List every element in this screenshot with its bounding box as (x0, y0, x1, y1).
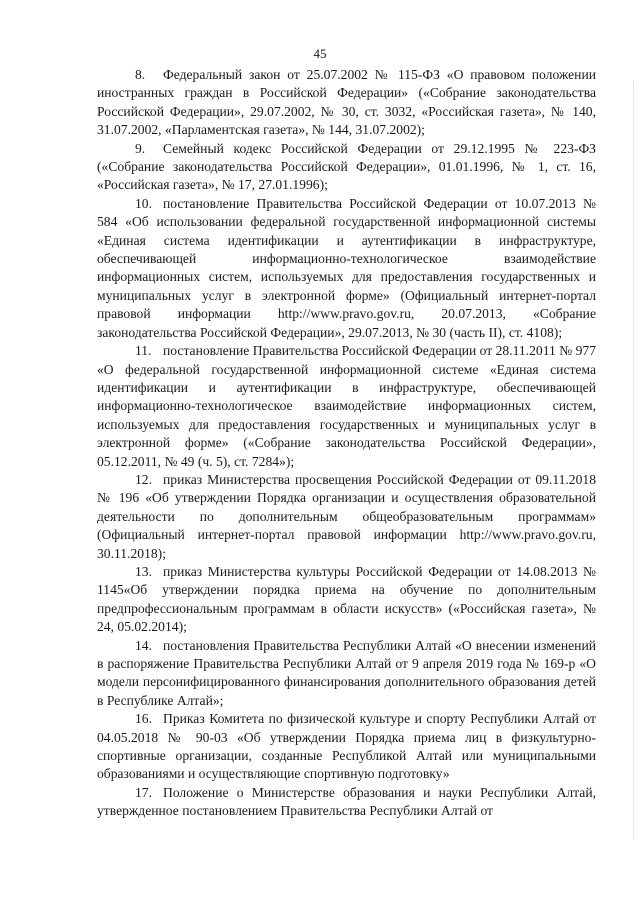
item-text: постановление Правительства Российской Федерации от 10.07.2013 № 584 «Об использовании федеральной государственной информационной системы «Единая система идентификации и аутентификации в инфраструктуре, обеспечивающей информационно-технологическое взаимодействие информационных систем, используемых для предоставления государственных и муниципальных услуг в электронной форме» (Официальный интернет-портал правовой информации http://www.pravo.gov.ru, 20.07.2013, «Собрание законодательства Российской Федерации», 29.07.2013, № 30 (часть II), ст. 4108); (97, 195, 596, 340)
item-text: постановления Правительства Республики Алтай «О внесении изменений в распоряжение Правительства Республики Алтай от 9 апреля 2019 года № 169-р «О модели персонифицированного финансирования дополнительного образования детей в Республике Алтай»; (97, 637, 596, 708)
page-number: 45 (313, 46, 327, 61)
list-item (97, 342, 596, 471)
item-text: постановление Правительства Российской Федерации от 28.11.2011 № 977 «О федеральной государственной информационной системе «Единая система идентификации и аутентификации в инфраструктуре, обеспечивающей информационно-технологическое взаимодействие информационных систем, используемых для предоставления государственных и муниципальных услуг в электронной форме» («Собрание законодательства Российской Федерации», 05.12.2011, № 49 (ч. 5), ст. 7284»); (97, 343, 596, 469)
document-body (97, 66, 596, 821)
list-item (97, 563, 596, 637)
list-item (97, 471, 596, 563)
list-item (97, 66, 596, 140)
item-number: 9. (135, 140, 146, 156)
item-text: Положение о Министерстве образования и науки Республики Алтай, утвержденное постановлением Правительства Республики Алтай от (97, 784, 596, 819)
item-number: 14. (135, 637, 152, 653)
item-number: 8. (135, 67, 146, 82)
item-number: 13. (135, 563, 152, 579)
item-number: 11. (135, 343, 152, 359)
item-number: 10. (135, 195, 152, 211)
list-item (97, 140, 596, 195)
item-text: приказ Министерства просвещения Российской Федерации от 09.11.2018 № 196 «Об утверждении Порядка организации и осуществления образовательной деятельности по дополнительным общеобразовательным программам» (Официальный интернет-портал правовой информации http://www.pravo.gov.ru, 30.11.2018); (97, 471, 596, 561)
list-item (97, 784, 596, 821)
list-item (97, 710, 596, 784)
item-text: Семейный кодекс Российской Федерации от 29.12.1995 № 223-ФЗ («Собрание законодательства Российской Федерации», 01.01.1996, № 1, ст. 16, «Российская газета», № 17, 27.01.1996); (97, 140, 596, 193)
item-text: Федеральный закон от 25.07.2002 № 115-ФЗ «О правовом положении иностранных граждан в Российской Федерации» («Собрание законодательства Российской Федерации», 29.07.2002, № 30, ст. 3032, «Российская газета», № 140, 31.07.2002, «Парламентская газета», № 144, 31.07.2002); (97, 67, 596, 138)
list-item (97, 195, 596, 342)
list-item (97, 637, 596, 711)
item-number: 17. (135, 784, 152, 800)
item-number: 16. (135, 711, 152, 727)
item-text: приказ Министерства культуры Российской Федерации от 14.08.2013 № 1145«Об утверждении порядка приема на обучение по дополнительным предпрофессиональным программам в области искусств» («Российская газета», № 24, 05.02.2014); (97, 563, 596, 635)
scan-margin-marks (631, 80, 634, 840)
item-text: Приказ Комитета по физической культуре и спорту Республики Алтай от 04.05.2018 № 90-03 «Об утверждении Порядка приема лиц в физкультурно-спортивные организации, созданные Республикой Алтай или муниципальными образованиями и осуществляющие спортивную подготовку» (97, 711, 596, 782)
item-number: 12. (135, 471, 152, 487)
